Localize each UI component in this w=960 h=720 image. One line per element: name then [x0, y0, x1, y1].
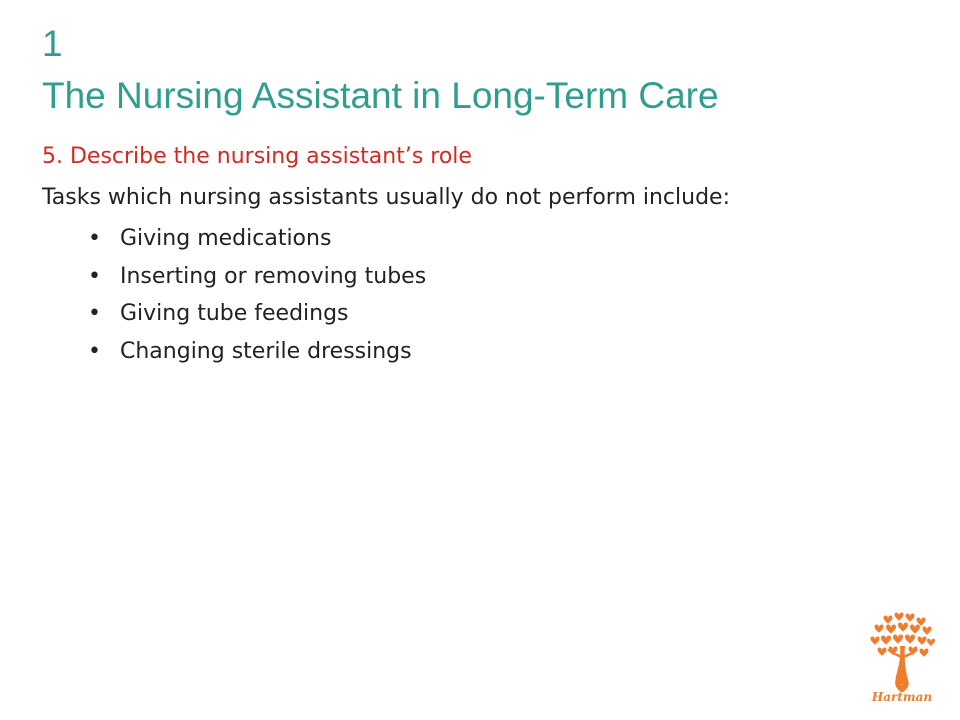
bullet-text: Giving tube feedings	[120, 301, 349, 327]
bullet-text: Inserting or removing tubes	[120, 263, 427, 289]
bullet-text: Changing sterile dressings	[120, 338, 412, 364]
bullet-text: Giving medications	[120, 226, 332, 251]
bullet-list	[88, 224, 426, 374]
bullet-icon: •	[88, 226, 101, 251]
logo-text: Hartman	[871, 690, 933, 704]
bullet-item	[88, 299, 426, 337]
chapter-title: The Nursing Assistant in Long-Term Care	[42, 75, 719, 116]
bullet-icon: •	[88, 301, 101, 327]
chapter-number: 1	[42, 23, 63, 64]
heart-tree-icon	[866, 610, 938, 692]
hartman-logo	[866, 610, 938, 710]
bullet-icon: •	[88, 263, 101, 289]
bullet-item	[88, 337, 426, 375]
bullet-icon: •	[88, 338, 101, 364]
bullet-item	[88, 224, 426, 262]
intro-text: Tasks which nursing assistants usually do not perform include:	[42, 185, 730, 210]
bullet-item	[88, 262, 426, 300]
learning-objective: 5. Describe the nursing assistant’s role	[42, 144, 472, 169]
